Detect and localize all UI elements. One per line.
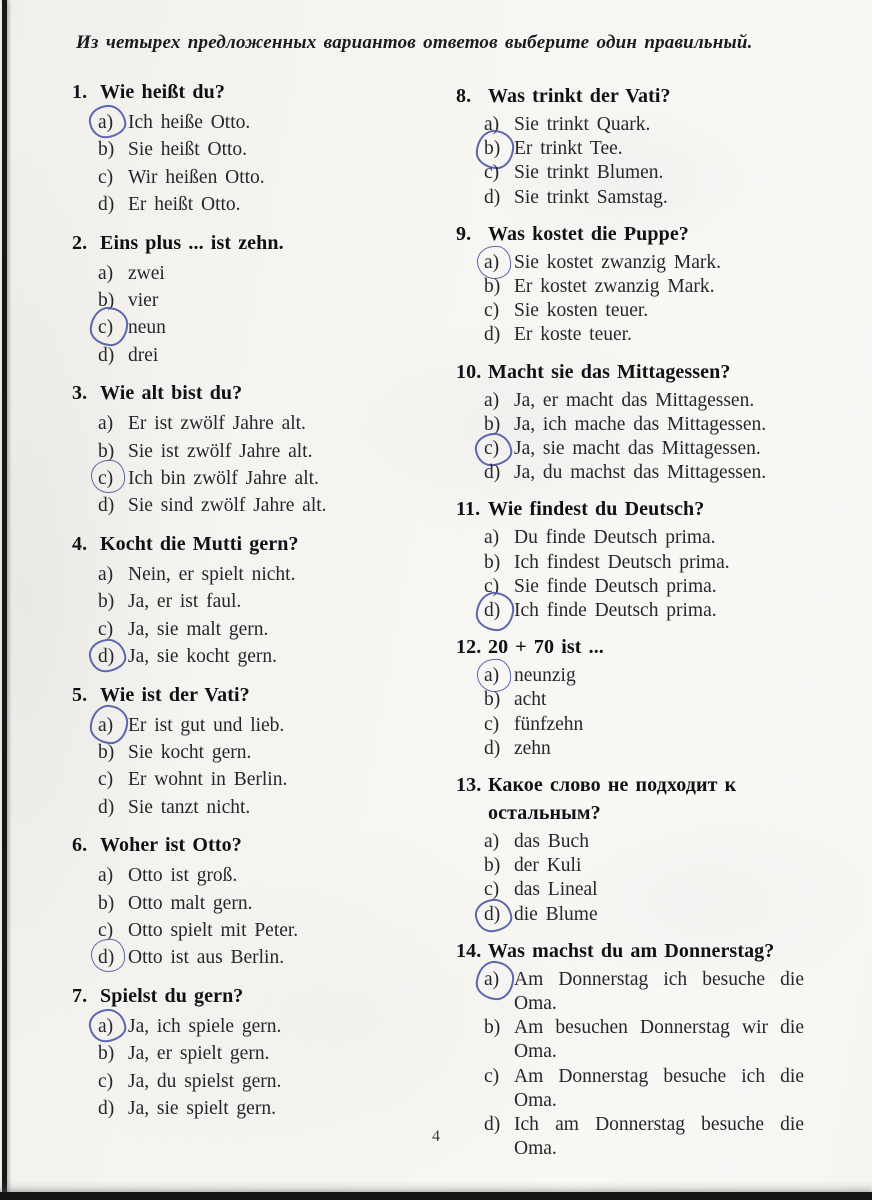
question-title: Wie alt bist du?	[100, 382, 243, 405]
question-heading	[72, 530, 448, 558]
answer-option	[484, 461, 834, 485]
option-letter-text: b)	[98, 892, 115, 914]
option-text: Sie sind zwölf Jahre alt.	[128, 495, 327, 517]
option-letter	[484, 389, 514, 413]
option-letter	[98, 643, 128, 670]
option-letter-text: d)	[98, 947, 115, 969]
question-title: Spielst du gern?	[100, 984, 244, 1007]
answer-option	[484, 251, 834, 275]
option-letter	[484, 1065, 514, 1113]
answer-option	[98, 1095, 448, 1122]
answer-option	[484, 599, 834, 623]
answer-option	[484, 713, 834, 737]
option-text: Sie trinkt Blumen.	[514, 162, 664, 184]
option-text: zehn	[514, 737, 551, 759]
option-letter	[484, 526, 514, 550]
option-letter-text: d)	[98, 344, 115, 366]
option-letter	[484, 251, 514, 275]
option-letter	[98, 917, 128, 944]
option-letter-text: d)	[98, 646, 115, 668]
question-title: Was machst du am Donnerstag?	[488, 939, 775, 962]
question-heading	[72, 681, 448, 709]
question-title: Was trinkt der Vati?	[488, 85, 671, 107]
answer-options	[72, 109, 448, 219]
option-letter-text: a)	[98, 262, 114, 284]
option-letter-text: c)	[98, 317, 114, 339]
question-block	[72, 229, 448, 370]
option-letter-text: a)	[484, 527, 500, 549]
question-title: Kocht die Mutti gern?	[100, 532, 299, 555]
option-text: der Kuli	[514, 855, 582, 877]
option-letter	[98, 794, 128, 821]
option-letter-text: a)	[98, 413, 114, 435]
option-text: Ich heiße Otto.	[128, 112, 251, 133]
option-letter	[98, 712, 128, 739]
option-letter	[484, 413, 514, 437]
answer-option	[484, 413, 834, 437]
answer-option	[484, 688, 834, 712]
option-text: Ja, ich mache das Mittagessen.	[514, 413, 767, 435]
answer-options	[456, 113, 834, 210]
answer-option	[484, 854, 834, 878]
option-text: Ja, er spielt gern.	[128, 1043, 270, 1065]
option-text: Sie kocht gern.	[128, 741, 252, 763]
option-text: vier	[128, 290, 159, 312]
option-letter	[98, 561, 128, 588]
question-heading	[456, 358, 834, 386]
question-number: 9.	[456, 222, 472, 245]
option-letter-text: d)	[484, 1114, 501, 1136]
question-heading	[456, 937, 834, 965]
answer-options	[456, 664, 834, 761]
question-block	[456, 220, 834, 348]
answer-option	[98, 109, 448, 136]
answer-option	[98, 164, 448, 191]
option-text: Ja, er ist faul.	[128, 591, 242, 613]
option-letter	[484, 854, 514, 878]
option-text: Ja, sie malt gern.	[128, 618, 269, 640]
answer-option	[98, 1040, 448, 1067]
option-text: zwei	[128, 262, 165, 284]
option-text: Ja, ich spiele gern.	[128, 1015, 282, 1037]
question-title: Какое слово не подходит к остальным?	[488, 774, 737, 825]
option-letter-text: a)	[484, 389, 500, 411]
option-letter-text: a)	[484, 114, 500, 135]
option-text: Sie finde Deutsch prima.	[514, 575, 717, 597]
option-letter-text: a)	[98, 112, 114, 133]
option-text: Ja, du spielst gern.	[128, 1070, 282, 1092]
answer-option	[484, 389, 834, 413]
answer-option	[484, 1016, 834, 1064]
option-letter	[484, 186, 514, 210]
option-text: Wir heißen Otto.	[128, 166, 265, 188]
option-letter	[484, 461, 514, 485]
answer-option	[484, 968, 834, 1016]
answer-option	[98, 287, 448, 314]
question-heading	[456, 771, 834, 827]
question-number: 14.	[456, 939, 482, 962]
answer-options	[72, 862, 448, 972]
answer-option	[98, 739, 448, 766]
option-letter	[98, 191, 128, 218]
option-text: Er ist gut und lieb.	[128, 714, 285, 736]
option-letter	[98, 136, 128, 163]
option-letter-text: c)	[98, 919, 114, 941]
answer-option	[98, 862, 448, 889]
option-letter-text: b)	[484, 1017, 501, 1039]
option-letter-text: b)	[98, 139, 115, 161]
option-letter-text: c)	[98, 618, 114, 640]
option-letter	[98, 944, 128, 971]
option-letter	[484, 437, 514, 461]
instruction-text: Из четырех предложенных вариантов ответов выберите один правильный.	[76, 32, 753, 53]
option-letter-text: b)	[484, 855, 501, 877]
option-letter	[98, 1040, 128, 1067]
answer-option	[484, 275, 834, 299]
option-letter	[98, 164, 128, 191]
option-letter	[98, 410, 128, 437]
option-text: Otto malt gern.	[128, 892, 253, 914]
question-heading	[72, 379, 448, 407]
option-letter	[98, 314, 128, 341]
option-letter-text: b)	[98, 741, 115, 763]
question-number: 7.	[72, 984, 88, 1007]
option-letter	[98, 1013, 128, 1040]
question-title: Macht sie das Mittagessen?	[488, 360, 731, 383]
option-letter	[98, 438, 128, 465]
option-text: Er trinkt Tee.	[514, 138, 623, 160]
answer-option	[98, 260, 448, 287]
option-text: neun	[128, 317, 166, 339]
question-block	[456, 358, 834, 486]
answer-options	[456, 830, 834, 927]
option-letter	[98, 616, 128, 643]
option-letter	[98, 465, 128, 492]
question-block	[72, 530, 448, 671]
answer-option	[98, 492, 448, 519]
option-letter	[484, 688, 514, 712]
answer-option	[98, 438, 448, 465]
option-letter-text: d)	[484, 600, 501, 622]
option-text: Sie ist zwölf Jahre alt.	[128, 440, 313, 462]
answer-options	[456, 251, 834, 348]
option-letter	[484, 137, 514, 161]
option-text: Er ist zwölf Jahre alt.	[128, 413, 306, 435]
option-letter	[484, 113, 514, 137]
option-letter-text: c)	[484, 1065, 500, 1087]
question-block	[456, 633, 834, 761]
question-block	[456, 771, 834, 927]
option-letter-text: c)	[98, 166, 114, 188]
answer-option	[98, 944, 448, 971]
answer-option	[98, 616, 448, 643]
option-letter	[98, 492, 128, 519]
question-number: 3.	[72, 382, 88, 405]
option-letter-text: b)	[98, 1043, 115, 1065]
option-letter	[98, 766, 128, 793]
option-letter	[98, 287, 128, 314]
option-letter	[98, 342, 128, 369]
question-block	[72, 379, 448, 520]
questions-column-left	[72, 78, 448, 1132]
question-title: Wie findest du Deutsch?	[488, 498, 705, 521]
question-title: 20 + 70 ist ...	[488, 636, 604, 659]
answer-option	[484, 526, 834, 550]
question-number: 13.	[456, 774, 482, 797]
option-letter-text: d)	[484, 462, 501, 484]
option-letter-text: a)	[98, 1015, 114, 1037]
option-text: Sie heißt Otto.	[128, 139, 248, 161]
answer-option	[98, 917, 448, 944]
option-letter-text: b)	[484, 138, 501, 160]
question-heading	[456, 495, 834, 523]
option-letter-text: b)	[98, 440, 115, 462]
question-title: Wie heißt du?	[100, 81, 225, 103]
answer-options	[72, 561, 448, 671]
answer-option	[98, 794, 448, 821]
option-letter-text: c)	[98, 769, 114, 791]
option-text: Du finde Deutsch prima.	[514, 527, 716, 549]
option-text: Ja, sie spielt gern.	[128, 1097, 276, 1119]
option-letter-text: d)	[484, 186, 501, 208]
answer-options	[456, 389, 834, 486]
option-letter	[484, 878, 514, 902]
question-number: 10.	[456, 360, 482, 383]
answer-option	[484, 737, 834, 761]
option-letter-text: d)	[98, 796, 115, 818]
answer-option	[98, 410, 448, 437]
answer-option	[484, 323, 834, 347]
answer-option	[98, 465, 448, 492]
answer-option	[484, 113, 834, 137]
option-letter-text: c)	[484, 713, 500, 735]
option-text: Sie kosten teuer.	[514, 300, 649, 322]
option-text: Ich am Donnerstag besuche die Oma.	[514, 1114, 804, 1160]
option-letter-text: c)	[484, 162, 500, 184]
option-letter	[98, 260, 128, 287]
answer-option	[484, 437, 834, 461]
option-text: Otto ist aus Berlin.	[128, 947, 285, 969]
option-letter-text: b)	[98, 290, 115, 312]
answer-option	[98, 1068, 448, 1095]
option-text: Otto spielt mit Peter.	[128, 919, 299, 941]
option-text: Sie kostet zwanzig Mark.	[514, 251, 721, 273]
option-letter-text: a)	[484, 665, 500, 687]
option-letter	[484, 599, 514, 623]
answer-option	[98, 588, 448, 615]
answer-option	[98, 1013, 448, 1040]
question-block	[456, 82, 834, 210]
answer-option	[484, 903, 834, 927]
option-letter-text: c)	[484, 300, 500, 322]
option-letter-text: b)	[484, 551, 501, 573]
option-letter-text: a)	[484, 831, 500, 853]
option-letter	[484, 323, 514, 347]
option-letter-text: b)	[98, 591, 115, 613]
question-block	[72, 982, 448, 1123]
scan-edge-bottom	[0, 1192, 872, 1200]
question-heading	[72, 229, 448, 257]
answer-options	[72, 712, 448, 822]
option-letter	[484, 713, 514, 737]
answer-option	[98, 191, 448, 218]
option-text: Am Donnerstag besuche ich die Oma.	[514, 1065, 804, 1111]
option-letter	[484, 1016, 514, 1064]
option-letter-text: a)	[98, 865, 114, 887]
option-letter-text: a)	[98, 563, 114, 585]
option-letter-text: b)	[484, 276, 501, 298]
answer-option	[98, 342, 448, 369]
questions-column-right	[456, 82, 834, 1172]
question-number: 4.	[72, 532, 88, 555]
option-text: Ja, sie kocht gern.	[128, 646, 278, 668]
question-number: 12.	[456, 636, 482, 659]
option-letter-text: c)	[98, 468, 114, 490]
question-number: 8.	[456, 85, 472, 107]
option-letter-text: a)	[484, 251, 500, 273]
option-text: Er kostet zwanzig Mark.	[514, 276, 715, 298]
option-letter	[484, 664, 514, 688]
option-text: acht	[514, 689, 547, 711]
answer-options	[72, 1013, 448, 1123]
question-heading	[456, 82, 834, 110]
option-letter	[98, 739, 128, 766]
answer-option	[484, 830, 834, 854]
answer-option	[484, 1065, 834, 1113]
option-letter	[484, 575, 514, 599]
option-text: Ich findest Deutsch prima.	[514, 551, 730, 573]
option-letter-text: d)	[484, 737, 501, 759]
answer-options	[72, 260, 448, 370]
scan-edge-left	[2, 0, 7, 1200]
answer-option	[484, 664, 834, 688]
option-letter-text: c)	[484, 575, 500, 597]
question-title: Was kostet die Puppe?	[488, 222, 689, 245]
answer-option	[484, 137, 834, 161]
option-letter	[98, 1068, 128, 1095]
option-text: Sie tanzt nicht.	[128, 796, 251, 818]
question-heading	[456, 633, 834, 661]
question-title: Wie ist der Vati?	[100, 683, 250, 706]
option-text: Ja, er macht das Mittagessen.	[514, 389, 755, 411]
question-heading	[72, 831, 448, 859]
option-text: Ja, sie macht das Mittagessen.	[514, 438, 761, 460]
option-text: Er koste teuer.	[514, 324, 632, 346]
answer-option	[98, 766, 448, 793]
page-number: 4	[432, 1128, 440, 1145]
option-text: fünfzehn	[514, 713, 584, 735]
option-text: Nein, er spielt nicht.	[128, 563, 296, 585]
answer-options	[72, 410, 448, 520]
answer-option	[484, 878, 834, 902]
question-number: 2.	[72, 231, 88, 254]
question-heading	[72, 78, 448, 106]
question-block	[72, 681, 448, 822]
option-letter	[484, 830, 514, 854]
option-text: das Buch	[514, 831, 589, 853]
answer-option	[484, 161, 834, 185]
option-letter	[484, 161, 514, 185]
option-letter	[98, 109, 128, 136]
option-letter-text: d)	[98, 495, 115, 517]
option-letter	[484, 275, 514, 299]
option-letter-text: d)	[98, 1097, 115, 1119]
option-letter	[484, 551, 514, 575]
option-text: Ja, du machst das Mittagessen.	[514, 462, 767, 484]
option-letter-text: a)	[98, 714, 114, 736]
option-text: Am besuchen Donnerstag wir die Oma.	[514, 1017, 804, 1063]
option-text: Am Donnerstag ich besuche die Oma.	[514, 968, 804, 1015]
question-block	[72, 831, 448, 972]
question-title: Woher ist Otto?	[100, 834, 242, 857]
option-text: das Lineal	[514, 879, 598, 901]
option-letter-text: b)	[484, 689, 501, 711]
answer-option	[98, 890, 448, 917]
question-heading	[456, 220, 834, 248]
question-number: 5.	[72, 683, 88, 706]
answer-option	[98, 712, 448, 739]
question-block	[456, 495, 834, 623]
question-number: 1.	[72, 81, 88, 103]
answer-option	[484, 551, 834, 575]
question-heading	[72, 982, 448, 1010]
question-block	[72, 78, 448, 219]
option-text: Er wohnt in Berlin.	[128, 769, 288, 791]
answer-option	[98, 136, 448, 163]
answer-option	[98, 314, 448, 341]
option-text: drei	[128, 344, 159, 366]
option-text: Sie trinkt Samstag.	[514, 186, 668, 208]
option-letter	[98, 862, 128, 889]
answer-option	[484, 575, 834, 599]
option-text: Sie trinkt Quark.	[514, 114, 651, 135]
question-number: 11.	[456, 498, 481, 521]
option-text: die Blume	[514, 903, 598, 925]
option-letter	[484, 968, 514, 1016]
option-letter-text: c)	[484, 879, 500, 901]
option-letter	[484, 299, 514, 323]
option-letter	[484, 903, 514, 927]
option-text: Ich bin zwölf Jahre alt.	[128, 468, 319, 490]
option-letter-text: c)	[98, 1070, 114, 1092]
option-letter	[98, 588, 128, 615]
option-letter	[98, 890, 128, 917]
option-text: Otto ist groß.	[128, 865, 238, 887]
option-letter-text: d)	[484, 903, 501, 925]
option-text: Er heißt Otto.	[128, 194, 241, 216]
paper-edge-shadow	[0, 1180, 872, 1192]
option-letter-text: d)	[98, 194, 115, 216]
option-letter-text: b)	[484, 413, 501, 435]
option-letter-text: a)	[484, 968, 500, 990]
answer-option	[484, 186, 834, 210]
answer-options	[456, 526, 834, 623]
answer-option	[98, 643, 448, 670]
question-number: 6.	[72, 834, 88, 857]
option-letter-text: c)	[484, 438, 500, 460]
option-letter-text: d)	[484, 324, 501, 346]
option-letter	[98, 1095, 128, 1122]
option-letter	[484, 737, 514, 761]
answer-option	[98, 561, 448, 588]
option-text: neunzig	[514, 665, 576, 687]
question-title: Eins plus ... ist zehn.	[100, 231, 284, 254]
option-text: Ich finde Deutsch prima.	[514, 600, 717, 622]
answer-option	[484, 299, 834, 323]
